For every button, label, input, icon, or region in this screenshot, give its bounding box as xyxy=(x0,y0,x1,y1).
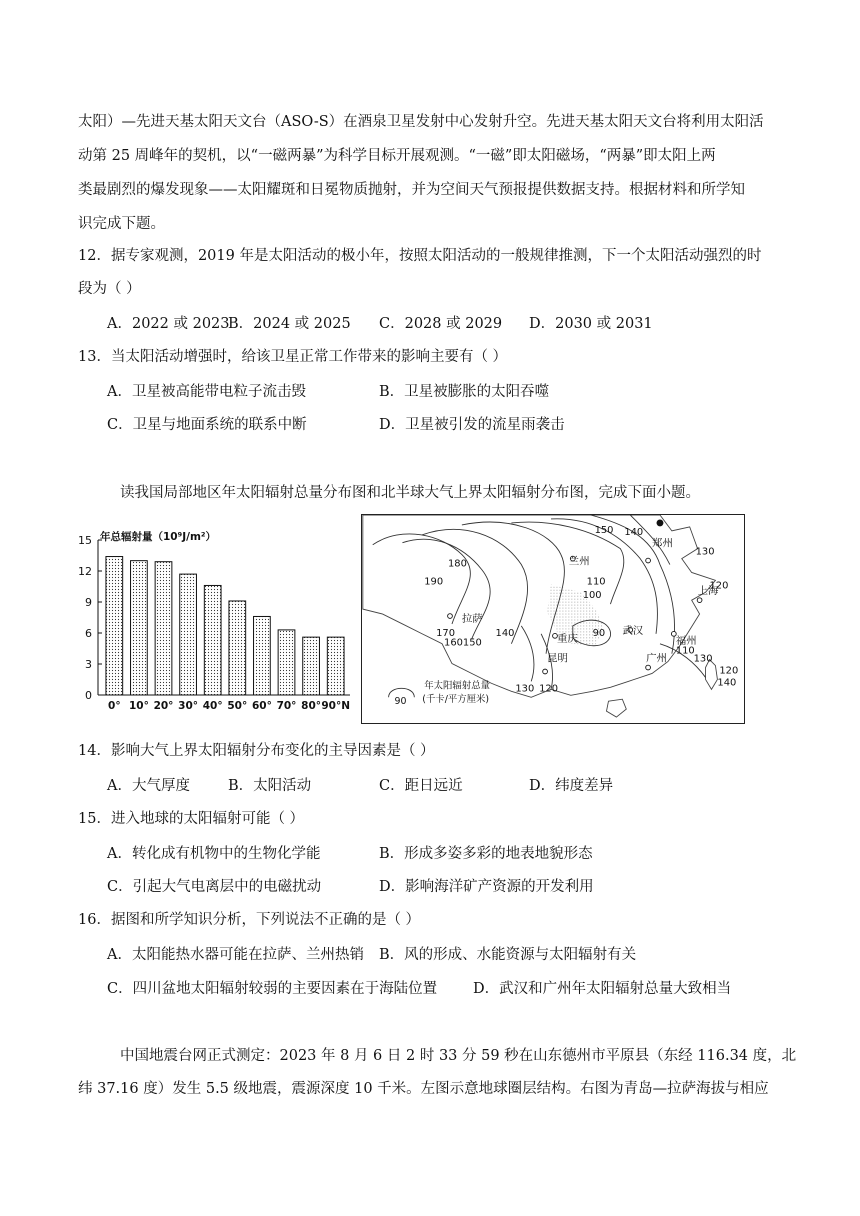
x-tick-label: 0° xyxy=(108,700,121,712)
legend-unit: (千卡/平方厘米) xyxy=(422,694,490,706)
bar xyxy=(327,637,344,695)
q14-option-d[interactable]: D．纬度差异 xyxy=(529,778,614,794)
hainan-outline xyxy=(606,699,626,717)
intro-line-3: 类最剧烈的爆发现象——太阳耀斑和日冕物质抛射，并为空间天气预报提供数据支持。根据材料和所学知 xyxy=(78,182,745,198)
q12-stem: 12．据专家观测，2019 年是太阳活动的极小年，按照太阳活动的一般规律推测，下一个太阳活动强烈的时 xyxy=(78,248,762,264)
figure-intro: 读我国局部地区年太阳辐射总量分布图和北半球大气上界太阳辐射分布图，完成下面小题。 xyxy=(120,485,700,501)
q15-option-d[interactable]: D．影响海洋矿产资源的开发利用 xyxy=(379,879,594,895)
q13-option-a[interactable]: A．卫星被高能带电粒子流击毁 xyxy=(107,384,306,400)
q14-option-a[interactable]: A．大气厚度 xyxy=(107,778,190,794)
q16-option-a[interactable]: A．太阳能热水器可能在拉萨、兰州热销 xyxy=(107,947,364,963)
intro-line-2: 动第 25 周峰年的契机，以“一磁两暴”为科学目标开展观测。“一磁”即太阳磁场，“两暴”即太阳上两 xyxy=(78,148,716,164)
city-label: 郑州 xyxy=(652,537,673,550)
x-tick-label: 10° xyxy=(128,700,149,712)
contour-label: 170 xyxy=(436,627,456,639)
city-label: 兰州 xyxy=(568,555,590,568)
beijing-dot xyxy=(657,519,664,526)
q13-option-d[interactable]: D．卫星被引发的流星雨袭击 xyxy=(379,417,565,433)
city-marker xyxy=(646,558,651,563)
contour-label: 120 xyxy=(539,683,559,695)
contour-label: 120 xyxy=(709,580,729,592)
contour-label: 140 xyxy=(495,627,515,639)
q12-stem-cont: 段为（ ） xyxy=(78,281,141,297)
city-label: 广州 xyxy=(646,652,667,665)
contour-label: 120 xyxy=(719,665,739,677)
bar xyxy=(278,630,295,695)
intro-line-4: 识完成下题。 xyxy=(78,216,165,232)
contour-label: 130 xyxy=(693,653,713,665)
city-marker xyxy=(543,669,548,674)
bar xyxy=(106,557,123,695)
bar xyxy=(131,561,148,695)
x-tick-label: 90°N xyxy=(321,700,351,712)
bar xyxy=(180,574,197,695)
x-tick-label: 20° xyxy=(153,700,174,712)
y-tick-label: 12 xyxy=(78,565,92,578)
x-tick-label: 80° xyxy=(301,700,322,712)
contour-label: 110 xyxy=(586,576,606,588)
contour-label: 90 xyxy=(592,627,606,639)
q16-stem: 16．据图和所学知识分析，下列说法不正确的是（ ） xyxy=(78,912,421,928)
q13-option-c[interactable]: C．卫星与地面系统的联系中断 xyxy=(107,417,307,433)
legend-title: 年太阳辐射总量 xyxy=(424,680,490,692)
radiation-bar-chart xyxy=(78,528,354,714)
earthquake-intro-line-2: 纬 37.16 度）发生 5.5 级地震，震源深度 10 千米。左图示意地球圈层结构。右图为青岛—拉萨海拔与相应 xyxy=(78,1081,769,1097)
contour-label: 180 xyxy=(448,558,467,570)
bar xyxy=(254,616,271,695)
city-label: 昆明 xyxy=(547,652,568,665)
contour-label: 130 xyxy=(515,683,535,695)
contour-label: 130 xyxy=(695,546,715,558)
q15-option-c[interactable]: C．引起大气电离层中的电磁扰动 xyxy=(107,879,322,895)
city-marker xyxy=(697,598,702,603)
q12-option-a[interactable]: A．2022 或 2023 xyxy=(107,316,230,332)
y-tick-label: 3 xyxy=(85,658,92,671)
contour-label: 110 xyxy=(675,645,695,657)
bar xyxy=(155,562,172,695)
q12-option-c[interactable]: C．2028 或 2029 xyxy=(379,316,503,332)
x-tick-label: 50° xyxy=(227,700,248,712)
city-label: 重庆 xyxy=(556,632,578,645)
y-tick-label: 0 xyxy=(85,689,92,702)
intro-line-1: 太阳）—先进天基太阳天文台（ASO-S）在酒泉卫星发射中心发射升空。先进天基太阳天文台将利用太阳活 xyxy=(78,114,764,130)
bar xyxy=(229,601,246,695)
contour-label: 140 xyxy=(717,677,737,689)
x-tick-label: 70° xyxy=(276,700,297,712)
q14-option-b[interactable]: B．太阳活动 xyxy=(228,778,312,794)
y-tick-label: 9 xyxy=(85,596,92,609)
q16-option-c[interactable]: C．四川盆地太阳辐射较弱的主要因素在于海陆位置 xyxy=(107,981,438,997)
bar xyxy=(303,637,320,695)
contour-label: 190 xyxy=(424,576,444,588)
city-label: 武汉 xyxy=(622,624,644,637)
x-tick-label: 60° xyxy=(251,700,272,712)
q14-option-c[interactable]: C．距日远近 xyxy=(379,778,463,794)
y-tick-label: 15 xyxy=(78,534,92,547)
chart-bars xyxy=(106,557,344,695)
q12-option-b[interactable]: B．2024 或 2025 xyxy=(228,316,351,332)
q15-option-a[interactable]: A．转化成有机物中的生物化学能 xyxy=(107,846,321,862)
q12-option-d[interactable]: D．2030 或 2031 xyxy=(529,316,653,332)
contour-label: 140 xyxy=(624,526,644,538)
chart-title: 年总辐射量（10⁹J/m²） xyxy=(100,531,216,543)
china-radiation-map xyxy=(361,514,745,724)
q15-stem: 15．进入地球的太阳辐射可能（ ） xyxy=(78,811,305,827)
q15-option-b[interactable]: B．形成多姿多彩的地表地貌形态 xyxy=(379,846,593,862)
city-marker xyxy=(448,614,453,619)
q14-stem: 14．影响大气上界太阳辐射分布变化的主导因素是（ ） xyxy=(78,743,435,759)
contour-label: 100 xyxy=(582,590,602,602)
bar xyxy=(204,585,221,695)
q16-option-b[interactable]: B．风的形成、水能资源与太阳辐射有关 xyxy=(379,947,637,963)
contour-label: 160150 xyxy=(444,637,482,649)
x-tick-label: 30° xyxy=(178,700,199,712)
contour-label: 150 xyxy=(594,524,614,536)
q16-option-d[interactable]: D．武汉和广州年太阳辐射总量大致相当 xyxy=(473,981,732,997)
city-label: 上海 xyxy=(697,585,719,598)
x-tick-label: 40° xyxy=(202,700,223,712)
y-tick-label: 6 xyxy=(85,627,92,640)
legend-value: 90 xyxy=(394,696,407,708)
q13-option-b[interactable]: B．卫星被膨胀的太阳吞噬 xyxy=(379,384,550,400)
city-marker xyxy=(646,665,651,670)
q13-stem: 13．当太阳活动增强时，给该卫星正常工作带来的影响主要有（ ） xyxy=(78,349,508,365)
city-label: 福州 xyxy=(675,634,697,647)
city-label: 拉萨 xyxy=(461,612,483,625)
earthquake-intro-line-1: 中国地震台网正式测定：2023 年 8 月 6 日 2 时 33 分 59 秒在山东德州市平原县（东经 116.34 度，北 xyxy=(120,1048,797,1064)
